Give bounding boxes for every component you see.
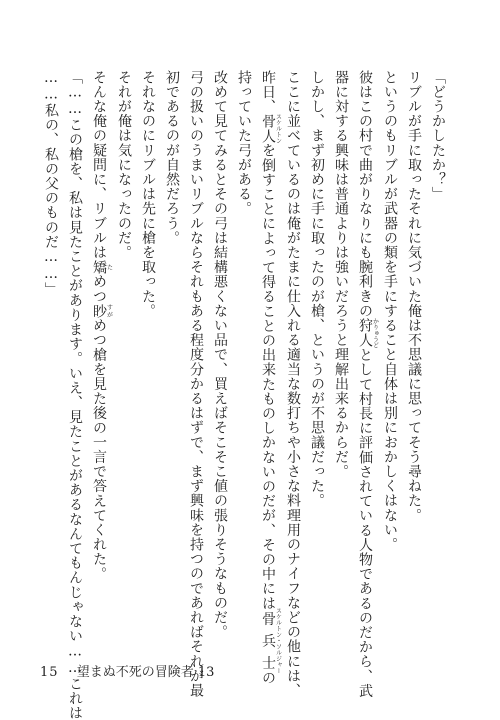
text-line: ここに並べているのは俺がたまに仕入れる適当な数打ちや小さな料理用のナイフなどの他には、 <box>285 70 301 698</box>
text-line: 彼はこの村で曲がりなりにも腕利きの狩人かりゅうどとして村長に評価されている人物であるのだから、武 <box>357 70 379 699</box>
page-number: 15 <box>40 665 59 680</box>
ruby-annotation: かりゅうど <box>371 318 379 349</box>
ruby-annotation: スケルトン <box>274 113 282 144</box>
text-line: それなのにリブルは先に槍を取った。 <box>140 70 156 319</box>
text-line: というのもリブルが武器の類を手にすること自体は別におかしくはない。 <box>382 70 398 552</box>
book-title: 望まぬ不死の冒険者 13 <box>76 665 215 680</box>
text-line: 器に対する興味は普通よりは強いだろうと理解出来るからだ。 <box>333 70 349 479</box>
page-footer <box>40 661 214 680</box>
text-line: それが俺は気になったのだ。 <box>116 70 132 260</box>
text-line: 「……この槍を、私は見たことがあります。いえ、見たことがあるなんてもんじゃない……これは <box>67 70 83 720</box>
text-line: 「どうかしたか？」 <box>430 70 446 202</box>
ruby-annotation: すが <box>105 303 113 319</box>
text-line: 持っていた弓がある。 <box>236 70 252 216</box>
ruby-annotation: た <box>105 259 113 275</box>
text-line: ……私の、私の父のものだ……」 <box>43 70 59 297</box>
text-line: 改めて見てみるとその弓は結構悪くない品で、買えばそこそこ値の張りそうなものだ。 <box>212 70 228 640</box>
text-line: 弓の扱いのうまいリブルならそれもある程度分かるはずで、まず興味を持つのであればそれが最 <box>188 70 204 698</box>
text-line: 初であるのが自然だろう。 <box>164 70 180 246</box>
ruby-annotation: スケルトン・ソルジャー <box>274 607 282 674</box>
text-line: そんな俺の疑問に、リブルは矯ためつ眇すがめつ槍を見た後の一言で答えてくれた。 <box>91 70 113 582</box>
text-line: 昨日、骨人スケルトンを倒すことによって得ることの出来たものしかないのだが、その中には骨兵士スケルトン・ソルジャーの <box>260 70 282 686</box>
text-line: しかし、まず初めに手に取ったのが槍、というのが不思議だった。 <box>309 70 325 508</box>
text-line: リブルが手に取ったそれに気づいた俺は不思議に思ってそう尋ねた。 <box>406 70 422 523</box>
